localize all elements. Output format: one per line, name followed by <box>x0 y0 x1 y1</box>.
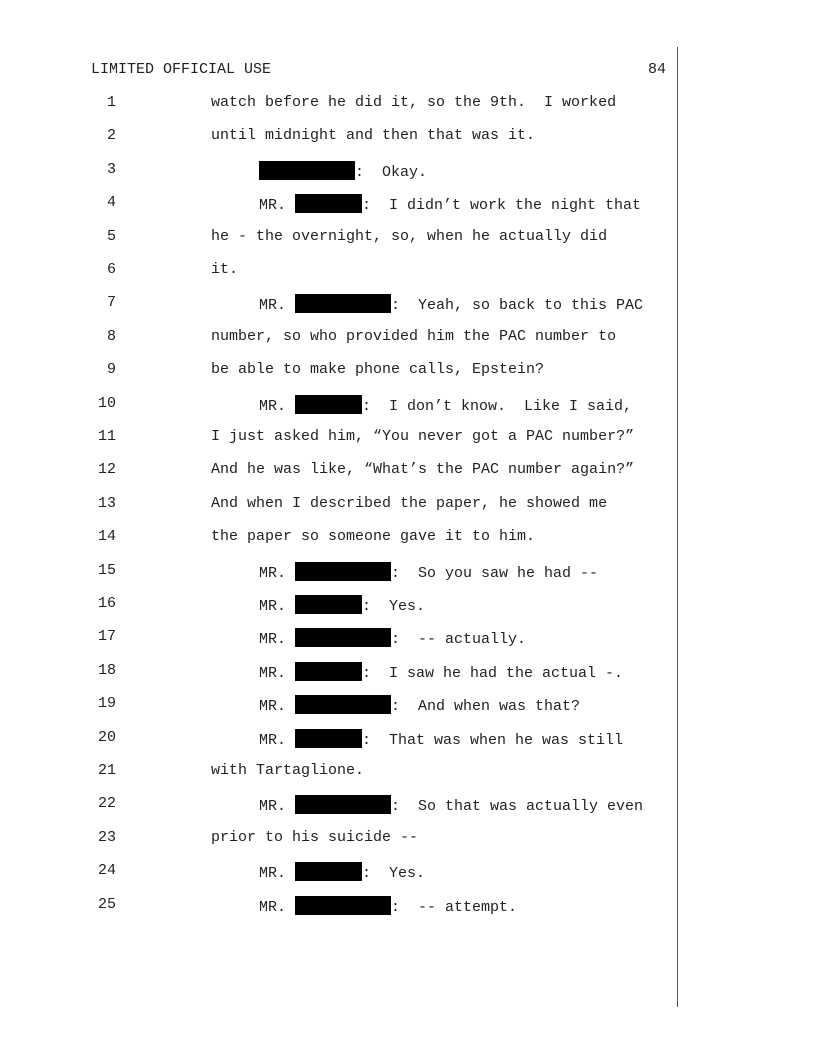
line-content: : And when was that? <box>391 698 581 716</box>
line-content: number, so who provided him the PAC number to <box>211 327 617 345</box>
line-content: : I didn’t work the night that <box>362 197 642 215</box>
transcript-line <box>0 829 680 851</box>
redaction-block <box>295 896 391 915</box>
transcript-line <box>0 562 680 584</box>
redaction-block <box>295 862 362 881</box>
line-number: 15 <box>97 561 116 579</box>
line-text <box>211 261 238 278</box>
transcript-line <box>0 729 680 751</box>
line-text <box>211 328 616 345</box>
line-number: 12 <box>97 461 116 479</box>
line-text <box>211 127 535 144</box>
line-number: 24 <box>97 862 116 880</box>
transcript-line <box>0 194 680 216</box>
line-number: 25 <box>97 895 116 913</box>
line-content: : So that was actually even <box>391 798 644 816</box>
line-text <box>259 294 643 314</box>
line-number: 2 <box>106 127 116 145</box>
transcript-line <box>0 662 680 684</box>
line-number: 19 <box>97 695 116 713</box>
line-content: prior to his suicide -- <box>211 828 419 846</box>
transcript-line <box>0 428 680 450</box>
line-content: he - the overnight, so, when he actually did <box>211 227 608 245</box>
speaker-prefix: MR. <box>259 598 296 615</box>
speaker-prefix: MR. <box>259 898 296 916</box>
page-number: 84 <box>647 61 666 78</box>
redaction-block <box>295 395 362 414</box>
line-content: be able to make phone calls, Epstein? <box>211 361 545 379</box>
transcript-line <box>0 695 680 717</box>
line-text <box>211 228 607 245</box>
line-text <box>259 161 427 181</box>
line-content: with Tartaglione. <box>211 762 365 779</box>
line-content: it. <box>211 261 239 278</box>
line-content: : Yes. <box>362 598 426 615</box>
transcript-line <box>0 628 680 650</box>
line-text <box>259 862 425 882</box>
speaker-prefix: MR. <box>259 631 296 649</box>
transcript-line <box>0 395 680 417</box>
line-text <box>211 528 535 545</box>
line-text <box>211 762 364 779</box>
line-text <box>211 428 634 445</box>
redaction-block <box>295 695 391 714</box>
transcript-line <box>0 261 680 283</box>
line-text <box>211 361 544 378</box>
line-text <box>211 829 418 846</box>
line-number: 10 <box>97 394 116 412</box>
transcript-line <box>0 127 680 149</box>
line-number: 1 <box>106 94 116 111</box>
line-content: : -- attempt. <box>391 898 518 916</box>
line-content: : So you saw he had -- <box>391 564 599 582</box>
line-text <box>259 562 598 582</box>
line-number: 16 <box>97 595 116 612</box>
transcript-line <box>0 361 680 383</box>
line-text <box>211 94 616 111</box>
line-text <box>259 194 641 214</box>
line-content: : I don’t know. Like I said, <box>362 397 633 415</box>
speaker-prefix: MR. <box>259 798 296 816</box>
redaction-block <box>295 595 362 614</box>
line-content: And he was like, “What’s the PAC number again?” <box>211 461 635 479</box>
line-number: 3 <box>106 160 116 178</box>
line-text <box>259 628 526 648</box>
line-number: 9 <box>106 361 116 379</box>
redaction-block <box>259 161 355 180</box>
line-text <box>211 461 634 478</box>
line-content: until midnight and then that was it. <box>211 127 536 145</box>
line-content: : -- actually. <box>391 631 527 649</box>
transcript-line <box>0 896 680 918</box>
line-number: 7 <box>106 294 116 312</box>
transcript-line <box>0 595 680 617</box>
speaker-prefix: MR. <box>259 297 296 315</box>
line-number: 13 <box>97 494 116 512</box>
transcript-line <box>0 461 680 483</box>
line-number: 11 <box>97 428 116 445</box>
line-content: watch before he did it, so the 9th. I worked <box>211 94 617 111</box>
redaction-block <box>295 628 391 647</box>
transcript-line <box>0 328 680 350</box>
line-number: 5 <box>106 227 116 245</box>
transcript-line <box>0 795 680 817</box>
line-number: 23 <box>97 828 116 846</box>
line-text <box>259 395 632 415</box>
speaker-prefix: MR. <box>259 397 296 415</box>
transcript-line <box>0 94 680 116</box>
line-text <box>259 795 643 815</box>
transcript-line <box>0 495 680 517</box>
line-content: : That was when he was still <box>362 731 624 749</box>
classification-header: LIMITED OFFICIAL USE <box>91 61 272 78</box>
line-text <box>211 495 607 512</box>
line-content: : Okay. <box>355 163 428 181</box>
line-number: 21 <box>97 762 116 779</box>
line-content: : Yes. <box>362 865 426 883</box>
speaker-prefix: MR. <box>259 865 296 883</box>
redaction-block <box>295 729 362 748</box>
transcript-line <box>0 862 680 884</box>
line-number: 22 <box>97 795 116 813</box>
line-text <box>259 729 623 749</box>
line-content: the paper so someone gave it to him. <box>211 528 536 546</box>
transcript-line <box>0 762 680 784</box>
redaction-block <box>295 662 362 681</box>
line-content: And when I described the paper, he showed me <box>211 494 608 512</box>
line-content: I just asked him, “You never got a PAC number?” <box>211 428 635 445</box>
line-text <box>259 595 425 615</box>
transcript-line <box>0 528 680 550</box>
redaction-block <box>295 194 362 213</box>
redaction-block <box>295 294 391 313</box>
line-text <box>259 695 580 715</box>
speaker-prefix: MR. <box>259 731 296 749</box>
speaker-prefix: MR. <box>259 197 296 215</box>
redaction-block <box>295 562 391 581</box>
transcript-line <box>0 228 680 250</box>
line-content: : I saw he had the actual -. <box>362 664 624 682</box>
transcript-line <box>0 294 680 316</box>
line-number: 17 <box>97 628 116 646</box>
line-number: 14 <box>97 528 116 546</box>
line-text <box>259 896 517 916</box>
line-text <box>259 662 623 682</box>
redaction-block <box>295 795 391 814</box>
line-content: : Yeah, so back to this PAC <box>391 297 644 315</box>
line-number: 20 <box>97 728 116 746</box>
transcript-line <box>0 161 680 183</box>
speaker-prefix: MR. <box>259 698 296 716</box>
line-number: 18 <box>97 661 116 679</box>
line-number: 6 <box>106 261 116 278</box>
speaker-prefix: MR. <box>259 564 296 582</box>
line-number: 8 <box>106 327 116 345</box>
line-number: 4 <box>106 194 116 212</box>
speaker-prefix: MR. <box>259 664 296 682</box>
